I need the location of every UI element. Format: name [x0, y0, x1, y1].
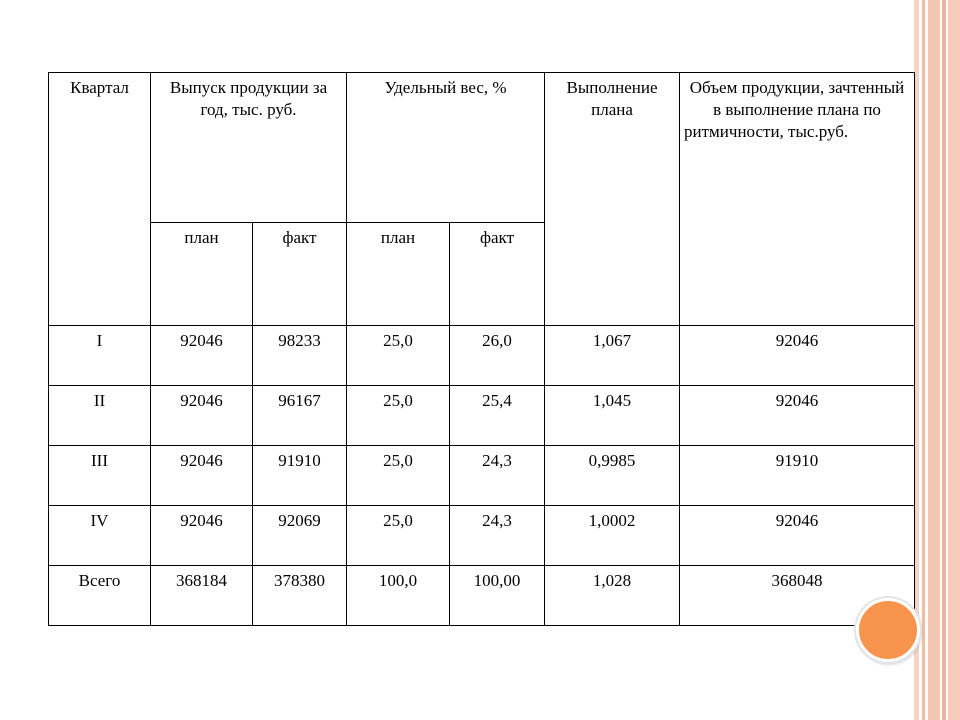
cell-quarter: IV [49, 506, 151, 566]
table-row [49, 446, 915, 506]
decorative-orange-circle [856, 598, 920, 662]
header-weight: Удельный вес, % [347, 73, 545, 223]
frame-stripe [922, 0, 925, 720]
cell-fact: 378380 [253, 566, 347, 626]
cell-quarter: I [49, 326, 151, 386]
table-row-total [49, 566, 915, 626]
cell-weight-plan: 25,0 [347, 386, 450, 446]
cell-plan: 92046 [151, 506, 253, 566]
cell-volume: 91910 [680, 446, 915, 506]
cell-fact: 96167 [253, 386, 347, 446]
decorative-frame-stripes [914, 0, 960, 720]
rhythm-table [48, 72, 915, 626]
cell-completion: 1,045 [545, 386, 680, 446]
cell-weight-plan: 25,0 [347, 506, 450, 566]
header-volume: Объем продукции, зачтенный в выполнение плана по ритмичности, тыс.руб. [680, 73, 915, 326]
cell-plan: 92046 [151, 386, 253, 446]
cell-weight-fact: 24,3 [450, 506, 545, 566]
subheader-output-fact: факт [253, 223, 347, 326]
cell-completion: 1,0002 [545, 506, 680, 566]
frame-stripe [948, 0, 960, 720]
header-output: Выпуск продукции за год, тыс. руб. [151, 73, 347, 223]
cell-completion: 0,9985 [545, 446, 680, 506]
cell-volume: 92046 [680, 506, 915, 566]
cell-weight-fact: 25,4 [450, 386, 545, 446]
subheader-weight-fact: факт [450, 223, 545, 326]
cell-weight-plan: 25,0 [347, 326, 450, 386]
cell-weight-fact: 26,0 [450, 326, 545, 386]
cell-plan: 368184 [151, 566, 253, 626]
cell-quarter: III [49, 446, 151, 506]
subheader-weight-plan: план [347, 223, 450, 326]
header-row [49, 73, 915, 223]
cell-fact: 92069 [253, 506, 347, 566]
frame-stripe [942, 0, 946, 720]
cell-volume: 92046 [680, 326, 915, 386]
header-quarter: Квартал [49, 73, 151, 326]
frame-stripe [928, 0, 940, 720]
subheader-output-plan: план [151, 223, 253, 326]
cell-completion: 1,067 [545, 326, 680, 386]
cell-volume: 92046 [680, 386, 915, 446]
cell-completion: 1,028 [545, 566, 680, 626]
cell-weight-plan: 25,0 [347, 446, 450, 506]
table-row [49, 386, 915, 446]
table-row [49, 326, 915, 386]
cell-plan: 92046 [151, 446, 253, 506]
cell-weight-plan: 100,0 [347, 566, 450, 626]
table-row [49, 506, 915, 566]
header-completion: Выполнение плана [545, 73, 680, 326]
cell-quarter: II [49, 386, 151, 446]
cell-fact: 98233 [253, 326, 347, 386]
cell-plan: 92046 [151, 326, 253, 386]
cell-weight-fact: 24,3 [450, 446, 545, 506]
cell-quarter: Всего [49, 566, 151, 626]
cell-volume: 368048 [680, 566, 915, 626]
cell-weight-fact: 100,00 [450, 566, 545, 626]
cell-fact: 91910 [253, 446, 347, 506]
